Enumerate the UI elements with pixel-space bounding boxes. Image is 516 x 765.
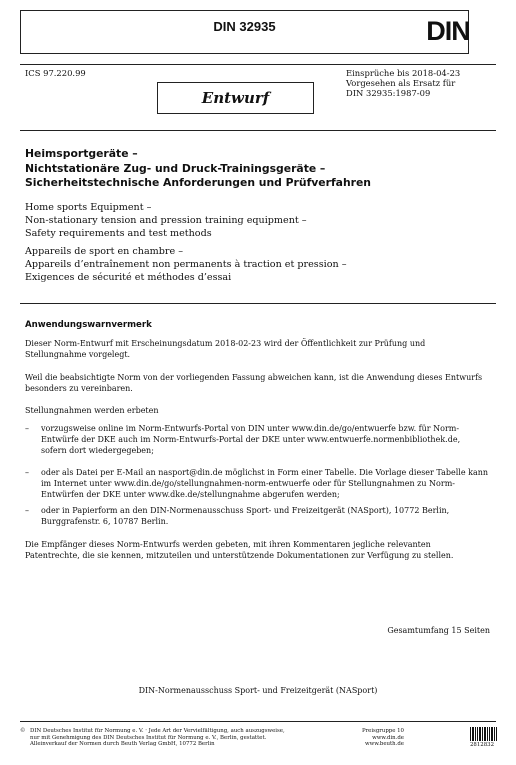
title-german-line: Nichtstationäre Zug- und Druck-Trainingsgeräte –	[25, 161, 326, 175]
replacement-note: Vorgesehen als Ersatz für	[346, 78, 456, 88]
price-group	[352, 728, 404, 748]
text-line: Weil die beabsichtigte Norm von der vorliegenden Fassung abweichen kann, ist die Anwendung dieses Entwurfs	[25, 373, 483, 382]
text-line: oder in Papierform an den DIN-Normenausschuss Sport- und Freizeitgerät (NASport), 10772 Berlin,	[41, 506, 450, 515]
copyright-notice	[30, 728, 350, 748]
title-german-line: Sicherheitstechnische Anforderungen und Prüfverfahren	[25, 176, 371, 189]
copyright-symbol: ©	[20, 728, 26, 734]
text-line: Patentrechte, die sie kennen, mitzuteilen und unterstützende Dokumentationen zur Verfügung zu stellen.	[25, 550, 454, 560]
text-line: besonders zu vereinbaren.	[25, 383, 133, 393]
text-line: im Internet unter www.din.de/go/stellungnahmen-norm-entwuerfe oder für Stellungnahmen zu Norm-	[41, 478, 455, 488]
title-english-line: Home sports Equipment –	[25, 202, 152, 213]
bullet-dash: –	[25, 468, 29, 477]
title-divider	[20, 303, 496, 304]
ics-code: ICS 97.220.99	[25, 68, 86, 78]
objection-deadline: Einsprüche bis 2018-04-23	[346, 68, 461, 78]
text-line: Entwürfe der DKE auch im Norm-Entwurfs-Portal der DKE unter www.entwuerfe.normenbibliothek.de,	[41, 434, 461, 444]
meta-divider	[20, 130, 496, 131]
objection-info	[346, 68, 496, 98]
notice-heading: Anwendungswarnvermerk	[25, 320, 152, 330]
text-line: www.beuth.de	[364, 741, 404, 748]
title-english	[25, 202, 495, 240]
title-french-line: Exigences de sécurité et méthodes d’essai	[25, 271, 232, 283]
title-french-line: Appareils de sport en chambre –	[25, 246, 184, 257]
draft-status-badge: Entwurf	[157, 82, 314, 114]
text-line: DIN Deutsches Institut für Normung e. V. · Jede Art der Vervielfältigung, auch auszugsweise,	[30, 728, 285, 734]
text-line: Die Empfänger dieses Norm-Entwurfs werden gebeten, mit ihren Kommentaren jegliche relevanten	[25, 540, 431, 549]
text-line: Entwürfen der DKE unter www.dke.de/stellungnahme abgerufen werden;	[41, 489, 340, 499]
title-german-line: Heimsportgeräte –	[25, 147, 138, 160]
title-french-line: Appareils d’entraînement non permanents à traction et pression –	[25, 258, 347, 270]
notice-paragraph-3: Stellungnahmen werden erbeten	[25, 406, 159, 415]
total-pages: Gesamtumfang 15 Seiten	[387, 626, 490, 635]
text-line: nur mit Genehmigung des DIN Deutsches Institut für Normung e. V., Berlin, gestattet.	[30, 734, 267, 741]
notice-paragraph-4	[25, 540, 495, 562]
bullet-dash: –	[25, 424, 29, 433]
barcode-number: 2812832	[469, 742, 494, 748]
replaced-standard: DIN 32935:1987-09	[346, 88, 431, 98]
text-line: Alleinverkauf der Normen durch Beuth Verlag GmbH, 10772 Berlin	[30, 741, 215, 748]
din-logo: DIN	[426, 16, 470, 46]
text-line: oder als Datei per E-Mail an nasport@din.de möglichst in Form einer Tabelle. Die Vorlage dieser Tabelle kann	[41, 468, 489, 477]
title-german	[25, 147, 495, 191]
text-line: www.din.de	[372, 734, 404, 741]
committee-name: DIN-Normenausschuss Sport- und Freizeitgerät (NASport)	[138, 686, 378, 695]
title-english-line: Non-stationary tension and pression training equipment –	[25, 214, 307, 226]
notice-paragraph-1	[25, 339, 495, 361]
text-line: Dieser Norm-Entwurf mit Erscheinungsdatum 2018-02-23 wird der Öffentlichkeit zur Prüfung und	[25, 339, 426, 348]
footer-divider	[20, 721, 496, 722]
text-line: Burggrafenstr. 6, 10787 Berlin.	[41, 516, 169, 526]
header-divider	[20, 64, 496, 65]
text-line: Preisgruppe 10	[361, 728, 404, 734]
text-line: Stellungnahme vorgelegt.	[25, 349, 131, 359]
text-line: vorzugsweise online im Norm-Entwurfs-Portal von DIN unter www.din.de/go/entwuerfe bzw. für Norm-	[41, 424, 460, 433]
text-line: sofern dort wiedergegeben;	[41, 445, 154, 455]
title-english-line: Safety requirements and test methods	[25, 227, 212, 239]
bullet-dash: –	[25, 506, 29, 515]
document-number: DIN 32935	[213, 19, 276, 34]
notice-paragraph-2	[25, 373, 495, 395]
title-french	[25, 246, 495, 284]
